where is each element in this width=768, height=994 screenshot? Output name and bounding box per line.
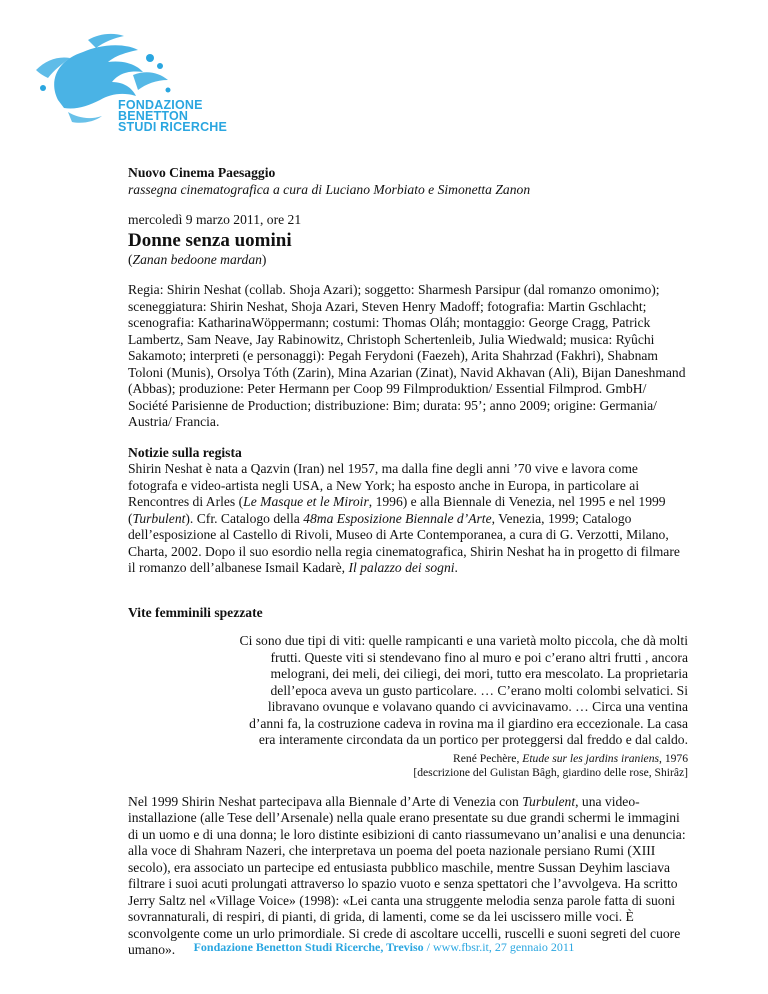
series-subtitle: rassegna cinematografica a cura di Luciano Morbiato e Simonetta Zanon	[128, 181, 531, 197]
logo-line-2: BENETTON	[118, 109, 189, 123]
footer-details: / www.fbsr.it, 27 gennaio 2011	[423, 940, 575, 954]
essay-paragraph: Nel 1999 Shirin Neshat partecipava alla Biennale d’Arte di Venezia con Turbulent, una video-installazione (alle Tese dell’Arsenale) nella quale erano presentate su due grandi schermi le immagini di un uomo e di una donna; le loro distinte esibizioni di canto riassumevano un’analisi e una denuncia: alla voce di Shahram Nazeri, che interpretava un poema del poeta nazionale persiano Rumi (XIII secolo), era associato un partecipe ed entusiasta pubblico maschile, mentre Sussan Deyhim lasciava filtrare i suoi acuti prolungati attraverso lo spazio vuoto e senza spettatori che l’avvolgeva. Ha scritto Jerry Saltz nel «Village Voice» (1998): «Lei canta una struggente melodia senza parole fatta di suoni sovrannaturali, di respiri, di pianti, di grida, di lamenti, come se da lei uscissero mille voci. È sconvolgente come un urlo primordiale. Si crede di ascoltare uccelli, ruscelli e suoni segreti del cuore umano».	[128, 793, 686, 957]
epigraph-note: [descrizione del Gulistan Bâgh, giardino delle rose, Shirâz]	[413, 765, 688, 779]
foundation-logo	[28, 30, 228, 140]
epigraph-quote: Ci sono due tipi di viti: quelle rampicanti e una varietà molto piccola, che dà molti frutti. Queste viti si stendevano fino al muro e poi c’erano altri frutti , ancora melograni, dei meli, dei ciliegi, dei mori, tutto era mescolato. La proprietaria dell’epoca aveva un gusto particolare. … C’erano molti colombi selvatici. Si libravano ovunque e volavano quando ci avvicinavamo. … Circa una ventina d’anni fa, la costruzione cadeva in rovina ma il giardino era eccezionale. La casa era interamente circondata da un portico per proteggersi dal freddo e dal caldo.	[239, 633, 688, 747]
footer-organization: Fondazione Benetton Studi Ricerche, Treviso	[193, 940, 424, 954]
film-credits: Regia: Shirin Neshat (collab. Shoja Azari); soggetto: Sharmesh Parsipur (dal romanzo omonimo); sceneggiatura: Shirin Neshat, Shoja Azari, Steven Henry Madoff; fotografia: Martin Gschlacht; scenografia: KatharinaWöppermann; costumi: Thomas Oláh; montaggio: George Cragg, Patrick Lambertz, Sam Neave, Jay Rabinowitz, Christoph Schertenleib, Julia Wiedwald; musica: Ryûchi Sakamoto; interpreti (e personaggi): Pegah Ferydoni (Faezeh), Arita Shahrzad (Fakhri), Shabnam Toloni (Munis), Orsolya Tóth (Zarin), Mina Azarian (Zinat), Navid Akhavan (Ali), Bijan Daneshmand (Abbas); produzione: Peter Hermann per Coop 99 Filmproduktion/ Essential Filmprod. GmbH/ Société Parisienne de Production; distribuzione: Bim; durata: 95’; anno 2009; origine: Germania/ Austria/ Francia.	[128, 282, 686, 429]
document-body	[128, 165, 688, 959]
logo-line-3: STUDI RICERCHE	[118, 120, 228, 134]
logo-line-1: FONDAZIONE	[118, 98, 203, 112]
original-title: (Zanan bedoone mardan)	[128, 251, 267, 267]
essay-heading: Vite femminili spezzate	[128, 604, 263, 620]
director-bio: Shirin Neshat è nata a Qazvin (Iran) nel 1957, ma dalla fine degli anni ’70 vive e lavora come fotografa e video-artista negli USA, a New York; ha esposto anche in Europa, in particolare ai Rencontres di Arles (Le Masque et le Miroir, 1996) e alla Biennale di Venezia, nel 1995 e nel 1999 (Turbulent). Cfr. Catalogo della 48ma Esposizione Biennale d’Arte, Venezia, 1999; Catalogo dell’esposizione al Castello di Rivoli, Museo di Arte Contemporanea, a cura di G. Verzotti, Milano, Charta, 2002. Dopo il suo esordio nella regia cinematografica, Shirin Neshat ha in progetto di filmare il romanzo dell’albanese Ismail Kadarè, Il palazzo dei sogni.	[128, 461, 680, 575]
page-footer	[0, 940, 768, 955]
logo-wordmark	[118, 100, 227, 133]
director-heading: Notizie sulla regista	[128, 444, 242, 460]
epigraph-source: René Pechère, Etude sur les jardins iraniens, 1976	[453, 751, 688, 765]
event-date: mercoledì 9 marzo 2011, ore 21	[128, 212, 302, 227]
film-title: Donne senza uomini	[128, 229, 292, 251]
series-title: Nuovo Cinema Paesaggio	[128, 165, 276, 180]
